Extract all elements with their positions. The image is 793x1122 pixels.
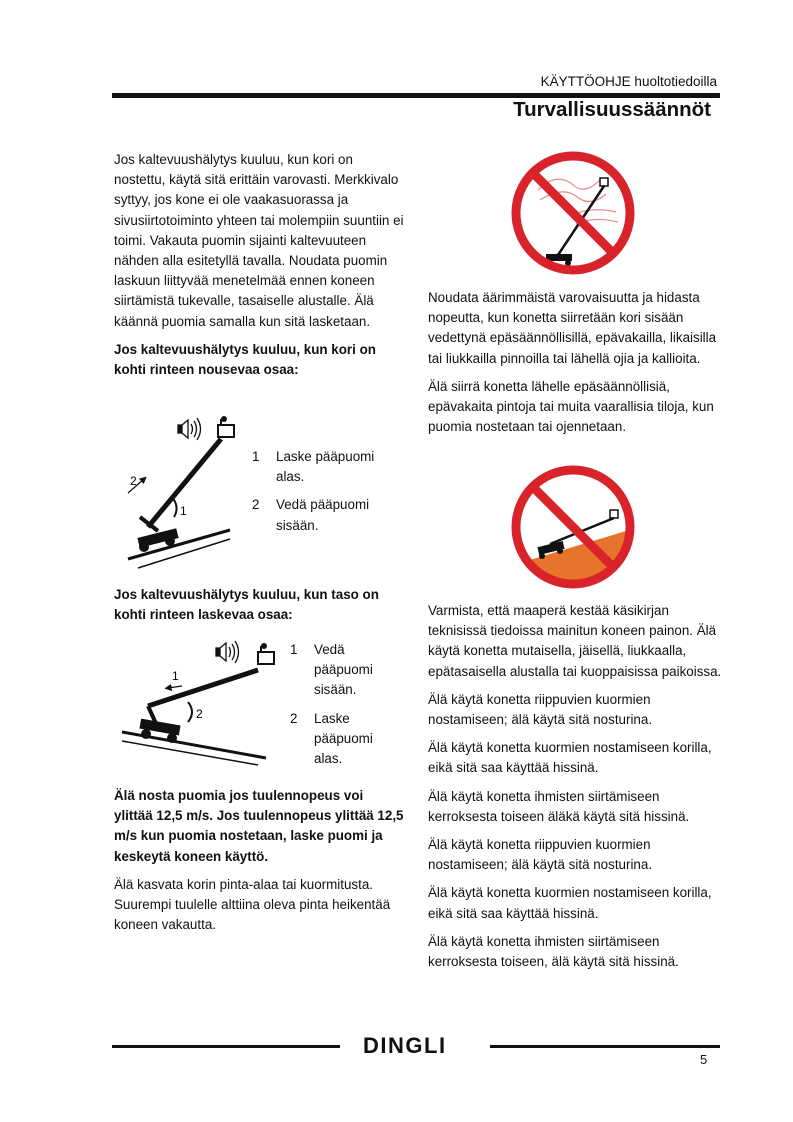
hazard-area-paragraph: Älä siirrä konetta lähelle epäsäännöllisiä, epävakaita pintoja tai muita vaarallisia tiloja, kun puomia nostetaan tai ojennetaan. <box>428 378 714 435</box>
alarm-speaker-icon <box>216 641 239 663</box>
step-item <box>290 709 390 770</box>
rule-paragraph: Älä käytä konetta kuormien nostamiseen korilla, eikä sitä saa käyttää hissinä. <box>428 740 712 776</box>
left-intro-block <box>114 150 404 388</box>
ground-capacity-paragraph: Varmista, että maaperä kestää käsikirjan teknisissä tiedoissa mainitun koneen painon. Älä käytä konetta mutaisella, jäisellä, liukkaalla, epätasaisella alustalla tai kuoppaisissa paikoissa. <box>428 603 722 679</box>
wind-warning: Älä nosta puomia jos tuulennopeus voi ylittää 12,5 m/s. Jos tuulennopeus ylittää 12,5 m/s kun puomia nostetaan, laske puomi ja keskeytä koneen käyttö. <box>114 788 404 864</box>
step-number: 1 <box>290 642 298 657</box>
basket-icon <box>218 417 234 437</box>
uneven-surface-paragraph: Noudata äärimmäistä varovaisuutta ja hidasta nopeutta, kun konetta siirretään kori sisään vedettynä epäsäännöllisillä, epävakailla, likaisilla tai liukkailla pinnoilla tai lähellä ojia ja kallioita. <box>428 290 717 366</box>
steps-uphill <box>252 447 392 544</box>
uphill-boom-illustration <box>118 415 248 565</box>
basket-icon <box>258 644 274 664</box>
fig2-label-2: 2 <box>196 707 203 721</box>
step-item <box>252 447 392 487</box>
step-item <box>290 640 390 701</box>
heading-downhill-block <box>114 585 404 633</box>
footer-rule-left <box>112 1045 340 1048</box>
downhill-boom-illustration <box>118 640 278 760</box>
step-number: 1 <box>252 449 260 464</box>
right-top-block <box>428 288 724 445</box>
fig1-label-1: 1 <box>180 504 187 518</box>
right-bottom-block <box>428 601 724 980</box>
rule-paragraph: Älä käytä konetta ihmisten siirtämiseen kerroksesta toiseen äläkä käytä sitä hissinä. <box>428 788 690 824</box>
dingli-logo: DINGLI <box>363 1033 447 1058</box>
basket-icon <box>610 510 618 518</box>
intro-paragraph: Jos kaltevuushälytys kuuluu, kun kori on nostettu, käytä sitä erittäin varovasti. Merkkivalo syttyy, jos kone ei ole vaakasuorassa ja sivusiirtotoiminto yhteen tai molempiin suuntiin ei toimi. Vakauta puomin sijainti kaltevuuteen nähden alla esitetyllä tavalla. Noudata puomin laskuun liittyvää menetelmää ennen koneen siirtämistä tukevalle, tasaiselle alustalle. Älä käännä puomia samalla kun sitä lasketaan. <box>114 152 404 329</box>
main-boom <box>148 670 258 706</box>
rule-paragraph: Älä käytä konetta kuormien nostamiseen korilla, eikä sitä saa käyttää hissinä. <box>428 885 712 921</box>
rule-paragraph: Älä käytä konetta ihmisten siirtämiseen kerroksesta toiseen, älä käytä sitä hissinä. <box>428 933 679 970</box>
page-number: 5 <box>700 1052 708 1067</box>
alarm-speaker-icon <box>178 418 201 440</box>
step-number: 2 <box>252 497 260 513</box>
step-text: Laske pääpuomi alas. <box>276 449 375 485</box>
page-title: Turvallisuussäännöt <box>513 98 711 121</box>
basket-icon <box>600 178 608 186</box>
heading-uphill: Jos kaltevuushälytys kuuluu, kun kori on kohti rinteen nousevaa osaa: <box>114 341 376 378</box>
area-warning: Älä kasvata korin pinta-alaa tai kuormitusta. Suurempi tuulelle alttiina oleva pinta heikentää koneen vakautta. <box>114 876 391 933</box>
fig2-label-1: 1 <box>172 669 179 683</box>
step-item <box>252 495 392 535</box>
steps-downhill <box>290 640 390 777</box>
no-slope-prohibition-icon <box>510 464 636 590</box>
rule-paragraph: Älä käytä konetta riippuvien kuormien nostamiseen; älä käytä sitä nosturina. <box>428 837 653 873</box>
fig1-label-2: 2 <box>130 474 137 488</box>
rule-paragraph: Älä käytä konetta riippuvien kuormien nostamiseen; älä käytä sitä nosturina. <box>428 691 653 728</box>
header-subtitle: KÄYTTÖOHJE huoltotiedoilla <box>540 74 717 89</box>
heading-downhill: Jos kaltevuushälytys kuuluu, kun taso on kohti rinteen laskevaa osaa: <box>114 587 379 623</box>
no-wind-prohibition-icon <box>510 150 636 276</box>
step-text: Vedä pääpuomi sisään. <box>314 642 373 698</box>
step-text: Vedä pääpuomi sisään. <box>276 497 370 533</box>
chassis-icon <box>546 254 572 261</box>
footer-rule-right <box>490 1045 720 1048</box>
left-bottom-block <box>114 786 404 943</box>
step-text: Laske pääpuomi alas. <box>314 710 373 767</box>
step-number: 2 <box>290 710 298 726</box>
